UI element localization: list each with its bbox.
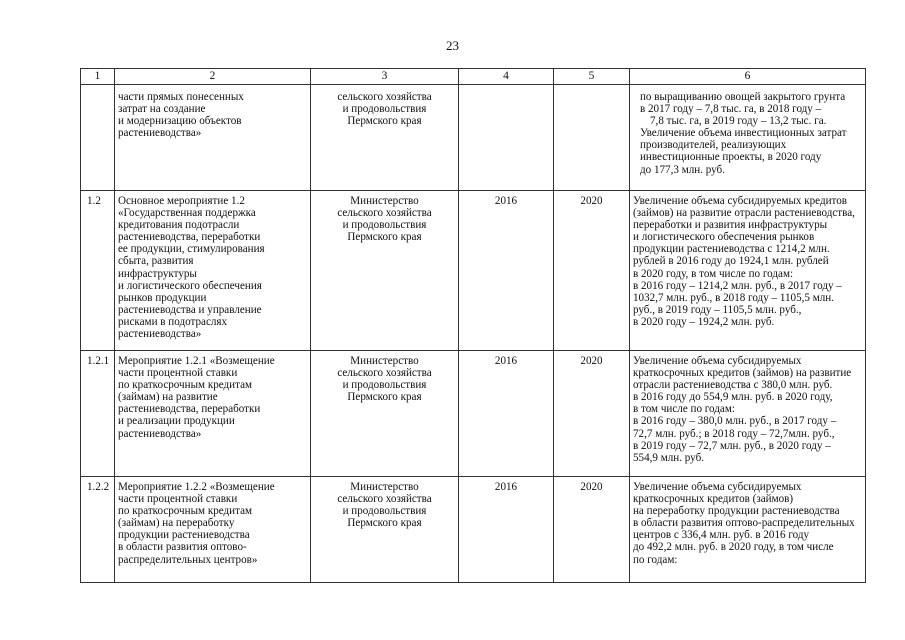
text-line: Министерство — [350, 481, 419, 493]
text-line: части процентной ставки — [118, 493, 238, 506]
text-line: растениеводства» — [118, 127, 202, 140]
text-line: Мероприятие 1.2.2 «Возмещение — [118, 481, 275, 493]
text-line: растениеводства, переработки — [118, 231, 261, 244]
text-line: по краткосрочным кредитам — [118, 505, 253, 518]
row-number: 1.2.1 — [81, 351, 115, 477]
text-line: и логистического обеспечения рынков — [633, 231, 815, 244]
row-number — [81, 85, 115, 191]
header-col-3: 3 — [311, 69, 459, 85]
text-line: и логистического обеспечения — [118, 279, 262, 292]
text-line: по годам: — [633, 553, 678, 566]
text-line: (займам) на переработку — [118, 517, 235, 530]
text-line: до 492,2 млн. руб. в 2020 году, в том числе — [633, 541, 834, 554]
text-line: Увеличение объема инвестиционных затрат — [640, 127, 847, 140]
measure-description — [115, 191, 311, 351]
text-line: «Государственная поддержка — [118, 207, 256, 220]
text-line: центров с 336,4 млн. руб. в 2016 году — [633, 529, 810, 542]
text-line: краткосрочных кредитов (займов) на развитие — [633, 367, 852, 380]
text-line: в 2019 году – 72,7 млн. руб., в 2020 году – — [633, 439, 831, 452]
end-year: 2020 — [554, 351, 630, 477]
text-line: Министерство — [350, 195, 419, 207]
text-line: (займам) на развитие — [118, 391, 218, 404]
text-line: растениеводства, переработки — [118, 403, 261, 416]
program-measures-table — [80, 68, 866, 583]
text-line: части прямых понесенных — [118, 91, 244, 103]
expected-result — [630, 477, 866, 583]
header-col-4: 4 — [459, 69, 554, 85]
executor — [311, 351, 459, 477]
text-line: рисками в подотраслях — [118, 315, 228, 328]
text-line: рынков продукции — [118, 291, 207, 304]
executor — [311, 191, 459, 351]
row-number: 1.2 — [81, 191, 115, 351]
text-line: в 2016 году – 380,0 млн. руб., в 2017 году – — [633, 415, 837, 428]
text-line: производителей, реализующих — [640, 139, 787, 152]
text-line: по выращиванию овощей закрытого грунта — [640, 91, 846, 103]
measure-description — [115, 85, 311, 191]
text-line: сельского хозяйства — [337, 493, 432, 506]
text-line: части процентной ставки — [118, 367, 238, 380]
text-line: и реализации продукции — [118, 415, 235, 428]
text-line: и продовольствия — [342, 103, 427, 116]
text-line: Пермского края — [347, 391, 422, 404]
text-line: (займов) на развитие отрасли растениеводства, — [633, 207, 855, 220]
row-number: 1.2.2 — [81, 477, 115, 583]
text-line: Министерство — [350, 355, 419, 367]
start-year — [459, 85, 554, 191]
text-line: Пермского края — [347, 231, 422, 244]
header-col-5: 5 — [554, 69, 630, 85]
start-year: 2016 — [459, 477, 554, 583]
table-row — [81, 351, 866, 477]
text-line: инвестиционные проекты, в 2020 году — [640, 151, 822, 164]
text-line: 7,8 тыс. га, в 2019 году – 13,2 тыс. га. — [650, 115, 827, 128]
text-line: продукции растениеводства — [118, 529, 250, 542]
text-line: Увеличение объема субсидируемых — [633, 355, 802, 367]
text-line: и продовольствия — [342, 505, 427, 518]
end-year: 2020 — [554, 477, 630, 583]
text-line: в области развития оптово-распределительных — [633, 517, 855, 530]
text-line: сельского хозяйства — [337, 91, 432, 103]
text-line: Увеличение объема субсидируемых кредитов — [633, 195, 848, 207]
text-line: ее продукции, стимулирования — [118, 243, 265, 256]
text-line: растениеводства и управление — [118, 303, 262, 316]
text-line: отрасли растениеводства с 380,0 млн. руб. — [633, 379, 833, 392]
text-line: руб., в 2019 году – 1105,5 млн. руб., — [633, 303, 802, 316]
text-line: Мероприятие 1.2.1 «Возмещение — [118, 355, 275, 367]
expected-result — [630, 191, 866, 351]
table-row — [81, 85, 866, 191]
header-row — [81, 69, 866, 85]
executor — [311, 477, 459, 583]
executor — [311, 85, 459, 191]
text-line: затрат на создание — [118, 103, 206, 116]
text-line: Основное мероприятие 1.2 — [118, 195, 245, 207]
text-line: в 2020 году – 1924,2 млн. руб. — [633, 315, 775, 328]
text-line: растениеводства» — [118, 427, 202, 440]
text-line: растениеводства» — [118, 328, 202, 341]
text-line: 1032,7 млн. руб., в 2018 году – 1105,5 млн. — [633, 291, 834, 304]
text-line: в том числе по годам: — [633, 403, 735, 416]
text-line: переработки и развития инфраструктуры — [633, 219, 828, 232]
text-line: в 2016 году до 554,9 млн. руб. в 2020 году, — [633, 391, 833, 404]
text-line: распределительных центров» — [118, 553, 258, 566]
start-year: 2016 — [459, 351, 554, 477]
text-line: сбыта, развития — [118, 255, 194, 268]
text-line: по краткосрочным кредитам — [118, 379, 253, 392]
end-year: 2020 — [554, 191, 630, 351]
text-line: 72,7 млн. руб.; в 2018 году – 72,7млн. руб., — [633, 427, 835, 440]
text-line: рублей в 2016 году до 1924,1 млн. рублей — [633, 255, 829, 268]
text-line: Пермского края — [347, 517, 422, 530]
text-line: кредитования подотрасли — [118, 219, 240, 232]
text-line: 554,9 млн. руб. — [633, 451, 704, 464]
table-row — [81, 191, 866, 351]
expected-result — [630, 85, 866, 191]
text-line: Пермского края — [347, 115, 422, 128]
end-year — [554, 85, 630, 191]
text-line: инфраструктуры — [118, 267, 197, 280]
header-col-2: 2 — [115, 69, 311, 85]
measure-description — [115, 351, 311, 477]
text-line: в области развития оптово- — [118, 541, 247, 554]
text-line: Увеличение объема субсидируемых — [633, 481, 802, 493]
text-line: и продовольствия — [342, 219, 427, 232]
text-line: в 2020 году, в том числе по годам: — [633, 267, 794, 280]
text-line: в 2017 году – 7,8 тыс. га, в 2018 году – — [640, 103, 822, 116]
text-line: продукции растениеводства с 1214,2 млн. — [633, 243, 830, 256]
start-year: 2016 — [459, 191, 554, 351]
measure-description — [115, 477, 311, 583]
text-line: в 2016 году – 1214,2 млн. руб., в 2017 году – — [633, 279, 842, 292]
header-col-1: 1 — [81, 69, 115, 85]
expected-result — [630, 351, 866, 477]
header-col-6: 6 — [630, 69, 866, 85]
text-line: и продовольствия — [342, 379, 427, 392]
text-line: краткосрочных кредитов (займов) — [633, 493, 794, 506]
page-number: 23 — [446, 38, 459, 53]
text-line: сельского хозяйства — [337, 207, 432, 220]
text-line: до 177,3 млн. руб. — [640, 163, 725, 176]
text-line: на переработку продукции растениеводства — [633, 505, 840, 518]
text-line: сельского хозяйства — [337, 367, 432, 380]
text-line: и модернизацию объектов — [118, 115, 242, 128]
table-row — [81, 477, 866, 583]
